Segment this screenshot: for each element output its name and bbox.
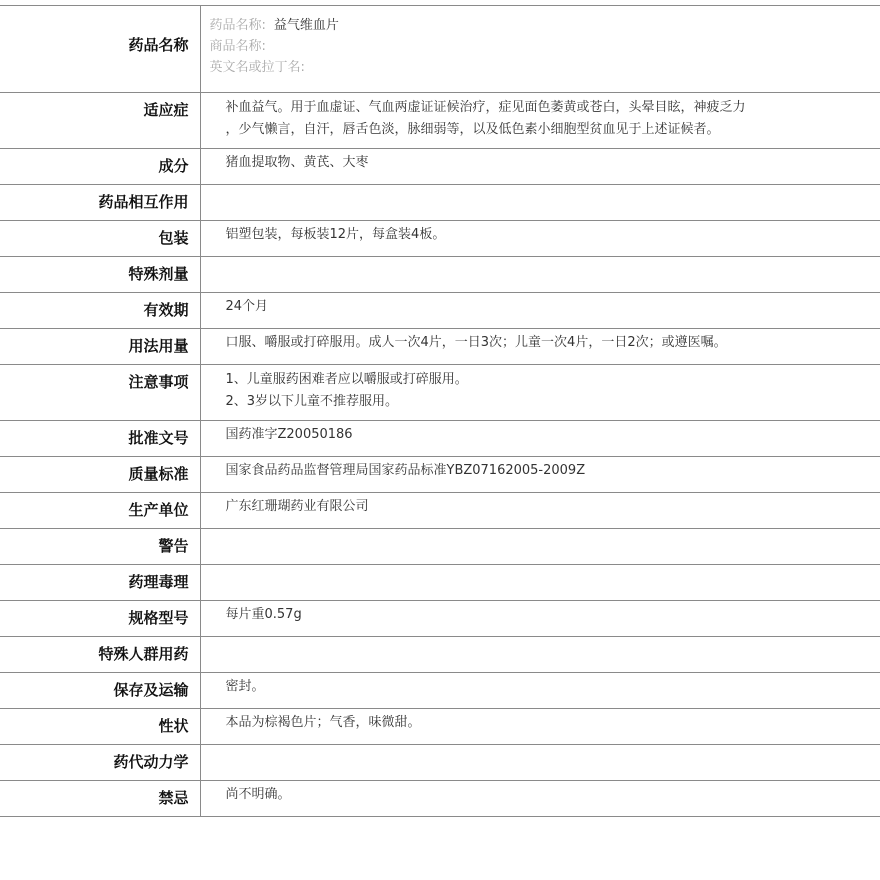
table-row <box>0 257 880 293</box>
value-line: 补血益气。用于血虚证、气血两虚证证候治疗，症见面色萎黄或苍白，头晕目眩，神疲乏力 <box>225 100 746 115</box>
value-line: 口服、嚼服或打碎服用。成人一次4片，一日3次；儿童一次4片，一日2次；或遵医嘱。 <box>225 335 727 350</box>
table-row <box>0 293 880 329</box>
value-line: 每片重0.57g <box>225 607 302 622</box>
row-value <box>200 293 880 329</box>
row-value <box>200 637 880 673</box>
english-name-key: 英文名或拉丁名: <box>209 60 305 75</box>
table-row <box>0 781 880 817</box>
row-label: 药代动力学 <box>0 745 200 781</box>
value-line: 2、3岁以下儿童不推荐服用。 <box>225 394 399 409</box>
table-row <box>0 149 880 185</box>
table-row <box>0 185 880 221</box>
row-value <box>200 709 880 745</box>
table-row <box>0 601 880 637</box>
row-label: 特殊剂量 <box>0 257 200 293</box>
trade-name-key: 商品名称: <box>209 39 266 54</box>
table-row <box>0 673 880 709</box>
row-label: 生产单位 <box>0 493 200 529</box>
row-value <box>200 493 880 529</box>
row-value <box>200 257 880 293</box>
value-line: 密封。 <box>225 679 265 694</box>
row-label: 包装 <box>0 221 200 257</box>
row-label: 批准文号 <box>0 421 200 457</box>
row-value <box>200 781 880 817</box>
generic-name-value: 益气维血片 <box>273 18 339 33</box>
row-value <box>200 421 880 457</box>
drug-name-values <box>200 6 880 93</box>
value-line: 国药准字Z20050186 <box>225 427 353 442</box>
row-label: 规格型号 <box>0 601 200 637</box>
row-value <box>200 221 880 257</box>
row-value <box>200 329 880 365</box>
drug-spec-table <box>0 5 880 817</box>
value-line: 本品为棕褐色片；气香，味微甜。 <box>225 715 421 730</box>
row-value <box>200 565 880 601</box>
table-row <box>0 421 880 457</box>
row-label: 适应症 <box>0 93 200 149</box>
row-label: 有效期 <box>0 293 200 329</box>
table-row <box>0 493 880 529</box>
row-value <box>200 601 880 637</box>
generic-name-key: 药品名称: <box>209 18 266 33</box>
row-value <box>200 529 880 565</box>
value-line: 猪血提取物、黄芪、大枣 <box>225 155 369 170</box>
table-row <box>0 329 880 365</box>
spec-table-body <box>0 6 880 817</box>
row-label: 质量标准 <box>0 457 200 493</box>
table-row <box>0 457 880 493</box>
value-line: 国家食品药品监督管理局国家药品标准YBZ07162005-2009Z <box>225 463 586 478</box>
row-label: 药理毒理 <box>0 565 200 601</box>
value-line: 24个月 <box>225 299 269 314</box>
row-label: 用法用量 <box>0 329 200 365</box>
row-label: 性状 <box>0 709 200 745</box>
row-label: 警告 <box>0 529 200 565</box>
value-line: ，少气懒言，自汗，唇舌色淡，脉细弱等，以及低色素小细胞型贫血见于上述证候者。 <box>225 122 720 137</box>
row-label: 保存及运输 <box>0 673 200 709</box>
generic-name-line <box>210 15 880 36</box>
row-value <box>200 365 880 421</box>
row-value <box>200 185 880 221</box>
table-row <box>0 709 880 745</box>
row-value <box>200 745 880 781</box>
row-label: 禁忌 <box>0 781 200 817</box>
english-name-line <box>210 57 880 78</box>
row-value <box>200 673 880 709</box>
value-line: 1、儿童服药困难者应以嚼服或打碎服用。 <box>225 372 468 387</box>
table-row <box>0 221 880 257</box>
value-line: 广东红珊瑚药业有限公司 <box>225 499 369 514</box>
trade-name-line <box>210 36 880 57</box>
row-label: 药品名称 <box>0 6 200 93</box>
table-row <box>0 93 880 149</box>
row-label: 成分 <box>0 149 200 185</box>
table-row <box>0 529 880 565</box>
table-row <box>0 565 880 601</box>
row-value <box>200 149 880 185</box>
value-line: 尚不明确。 <box>225 787 291 802</box>
row-label: 注意事项 <box>0 365 200 421</box>
row-value <box>200 457 880 493</box>
value-line: 铝塑包装，每板装12片，每盒装4板。 <box>225 227 446 242</box>
row-label: 特殊人群用药 <box>0 637 200 673</box>
table-row <box>0 637 880 673</box>
row-value <box>200 93 880 149</box>
table-row <box>0 365 880 421</box>
row-drug-name <box>0 6 880 93</box>
table-row <box>0 745 880 781</box>
row-label: 药品相互作用 <box>0 185 200 221</box>
